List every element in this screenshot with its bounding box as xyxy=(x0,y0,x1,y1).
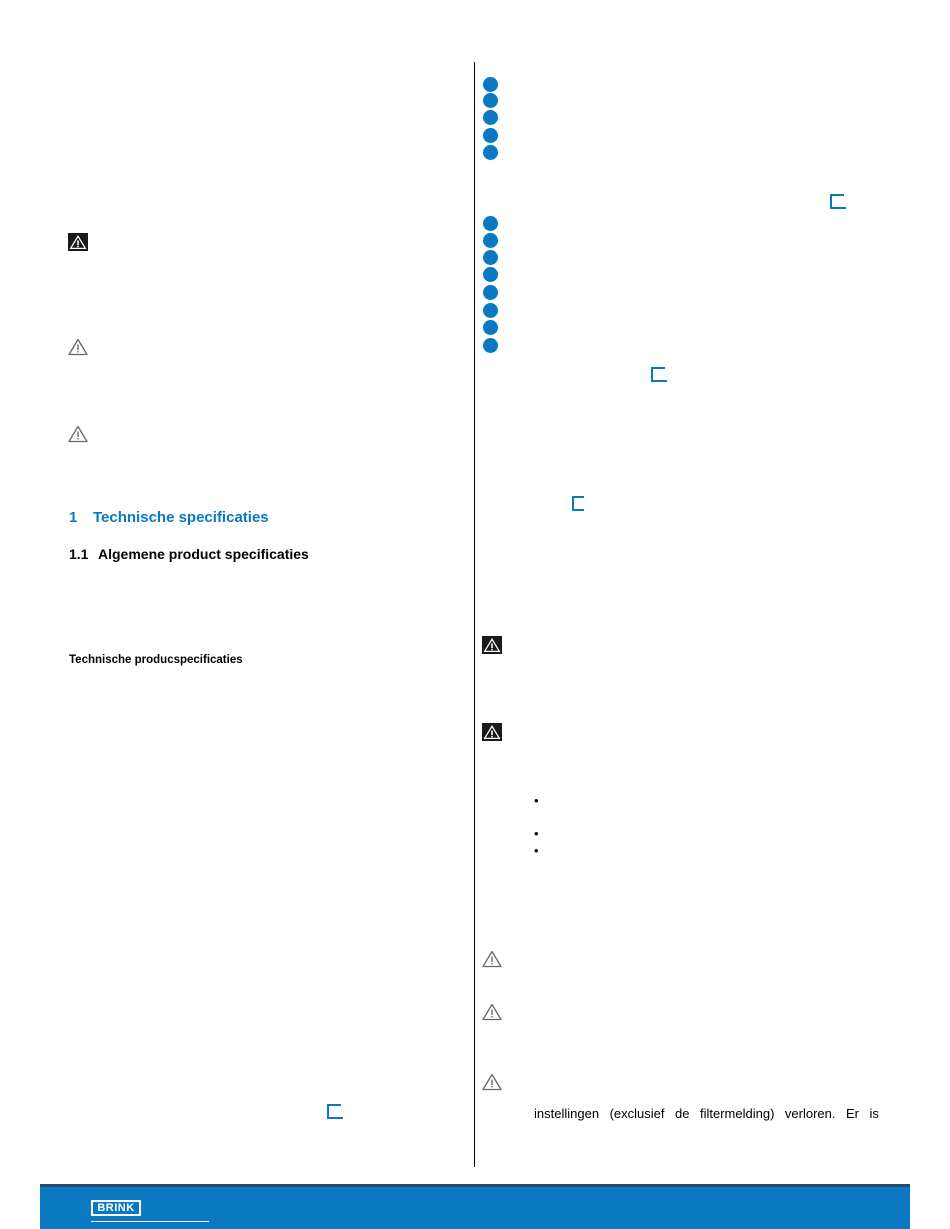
list-bullet: • xyxy=(534,793,539,808)
warning-filled-icon xyxy=(482,723,502,741)
logo-underline xyxy=(91,1221,209,1222)
subsection-number: 1.1 xyxy=(69,546,89,562)
body-word: instellingen xyxy=(534,1106,600,1121)
reference-bracket-icon xyxy=(830,194,844,209)
column-divider xyxy=(474,62,475,1167)
reference-bracket-icon xyxy=(327,1104,341,1119)
blue-circle-icon xyxy=(483,77,498,92)
subsection-heading xyxy=(69,546,309,562)
blue-circle-icon xyxy=(483,285,498,300)
warning-filled-icon xyxy=(68,233,88,251)
warning-outline-icon xyxy=(482,1073,502,1091)
body-text-line xyxy=(534,1106,879,1121)
blue-circle-icon xyxy=(483,338,498,353)
warning-outline-icon xyxy=(482,950,502,968)
body-word: de xyxy=(675,1106,690,1121)
reference-bracket-icon xyxy=(572,496,584,511)
list-bullet: • xyxy=(534,826,539,841)
body-word: verloren. xyxy=(784,1106,836,1121)
body-word: Er xyxy=(846,1106,860,1121)
blue-circle-icon xyxy=(483,216,498,231)
blue-circle-icon xyxy=(483,303,498,318)
section-heading xyxy=(69,509,269,526)
warning-outline-icon xyxy=(68,338,88,356)
blue-circle-icon xyxy=(483,93,498,108)
brink-logo: BRINK xyxy=(91,1200,141,1216)
footer-bar xyxy=(40,1187,910,1229)
subsection-title: Algemene product specificaties xyxy=(98,546,309,562)
body-word: filtermelding) xyxy=(699,1106,775,1121)
blue-circle-icon xyxy=(483,145,498,160)
blue-circle-icon xyxy=(483,233,498,248)
blue-circle-icon xyxy=(483,320,498,335)
blue-circle-icon xyxy=(483,110,498,125)
reference-bracket-icon xyxy=(651,367,665,382)
blue-circle-icon xyxy=(483,267,498,282)
warning-filled-icon xyxy=(482,636,502,654)
body-word: is xyxy=(869,1106,879,1121)
warning-outline-icon xyxy=(482,1003,502,1021)
warning-outline-icon xyxy=(68,425,88,443)
table-caption: Technische producspecificaties xyxy=(69,654,243,666)
section-number: 1 xyxy=(69,509,78,526)
blue-circle-icon xyxy=(483,128,498,143)
blue-circle-icon xyxy=(483,250,498,265)
list-bullet: • xyxy=(534,843,539,858)
section-title: Technische specificaties xyxy=(93,509,269,526)
body-word: (exclusief xyxy=(609,1106,665,1121)
